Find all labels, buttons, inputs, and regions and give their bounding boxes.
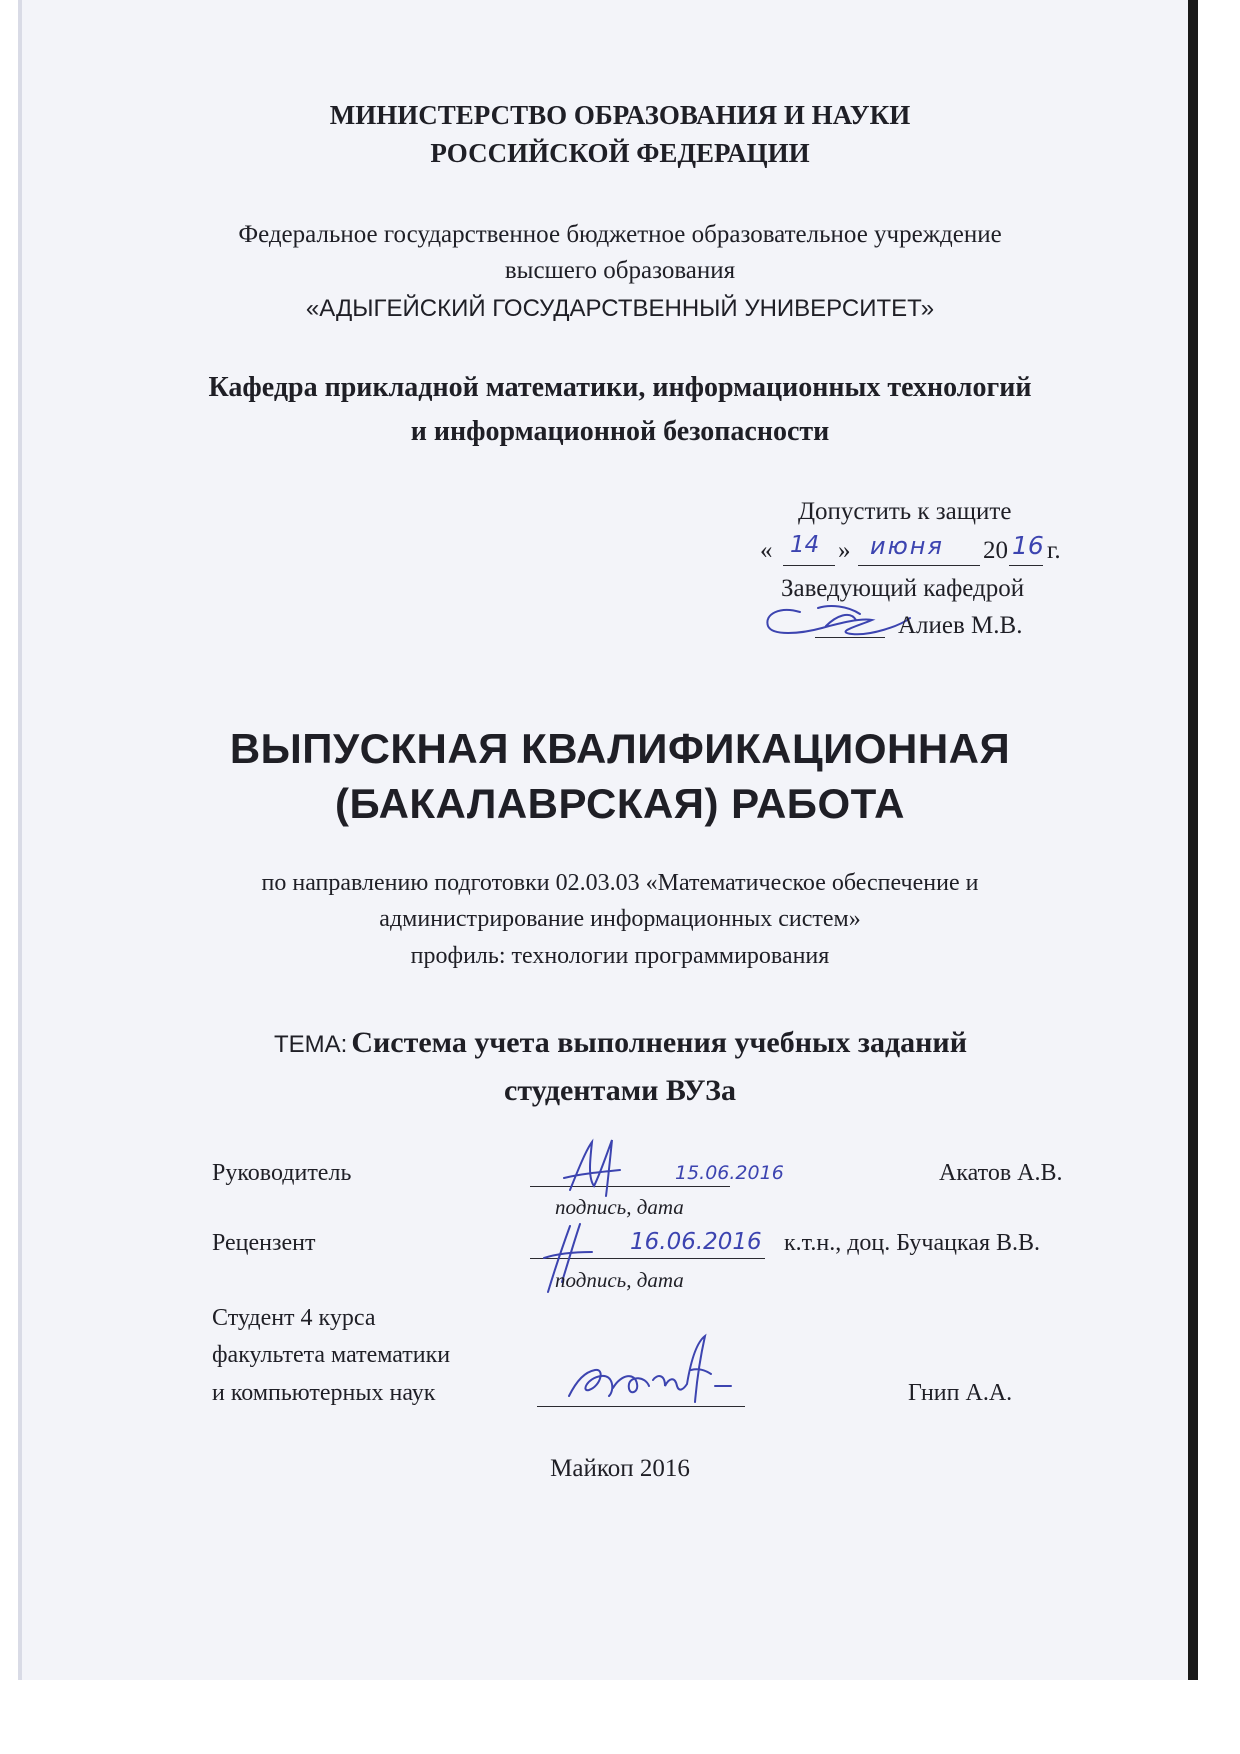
- scan-edge-right: [1188, 0, 1198, 1680]
- student-line-1: Студент 4 курса: [212, 1305, 376, 1331]
- head-name: Алиев М.В.: [898, 612, 1023, 639]
- admit-to-defense: Допустить к защите: [798, 498, 1012, 525]
- department-line-1: Кафедра прикладной математики, информационных технологий: [208, 372, 1032, 403]
- supervisor-role: Руководитель: [212, 1160, 352, 1186]
- scanned-page: [18, 0, 1198, 1680]
- year-unit: г.: [1047, 537, 1061, 564]
- department-line-2: и информационной безопасности: [410, 416, 830, 447]
- work-title-line-1: ВЫПУСКНАЯ КВАЛИФИКАЦИОННАЯ: [229, 725, 1011, 772]
- city-year: Майкоп 2016: [550, 1455, 690, 1482]
- supervisor-caption: подпись, дата: [555, 1195, 684, 1219]
- handwritten-year: 16: [1012, 531, 1044, 560]
- student-line-3: и компьютерных наук: [212, 1380, 436, 1406]
- scan-edge-left: [18, 0, 22, 1680]
- direction-line-1: по направлению подготовки 02.03.03 «Математическое обеспечение и: [261, 870, 979, 896]
- student-name: Гнип А.А.: [908, 1380, 1013, 1406]
- direction-line-2: администрирование информационных систем»: [379, 906, 861, 932]
- institution-line-3: «АДЫГЕЙСКИЙ ГОСУДАРСТВЕННЫЙ УНИВЕРСИТЕТ»: [305, 295, 935, 322]
- student-line-2: факультета математики: [212, 1342, 451, 1368]
- topic-label: ТЕМА:: [274, 1031, 348, 1058]
- quote-open: «: [760, 537, 773, 564]
- institution-line-1: Федеральное государственное бюджетное образовательное учреждение: [238, 221, 1002, 248]
- topic-title-line-1: Система учета выполнения учебных заданий: [351, 1026, 968, 1059]
- head-of-department: Заведующий кафедрой: [781, 575, 1025, 602]
- handwritten-day: 14: [790, 532, 820, 558]
- topic-line-1: [274, 1026, 967, 1060]
- supervisor-name: Акатов А.В.: [939, 1160, 1063, 1186]
- reviewer-name: к.т.н., доц. Бучацкая В.В.: [784, 1230, 1040, 1256]
- reviewer-date: 16.06.2016: [630, 1229, 762, 1255]
- month-line: [858, 565, 980, 566]
- handwritten-month: июня: [870, 532, 944, 560]
- reviewer-role: Рецензент: [212, 1230, 316, 1256]
- student-signature: [565, 1330, 755, 1410]
- ministry-line-1: МИНИСТЕРСТВО ОБРАЗОВАНИЯ И НАУКИ: [329, 100, 911, 130]
- year-prefix: 20: [983, 537, 1008, 564]
- year-line: [1009, 565, 1043, 566]
- work-title-line-2: (БАКАЛАВРСКАЯ) РАБОТА: [335, 780, 905, 827]
- quote-close: »: [838, 537, 851, 564]
- day-line: [783, 565, 835, 566]
- supervisor-date: 15.06.2016: [675, 1162, 784, 1184]
- topic-title-line-2: студентами ВУЗа: [504, 1074, 736, 1107]
- direction-line-3: профиль: технологии программирования: [410, 943, 830, 969]
- ministry-line-2: РОССИЙСКОЙ ФЕДЕРАЦИИ: [430, 138, 810, 168]
- institution-line-2: высшего образования: [504, 257, 736, 284]
- reviewer-caption: подпись, дата: [555, 1268, 684, 1292]
